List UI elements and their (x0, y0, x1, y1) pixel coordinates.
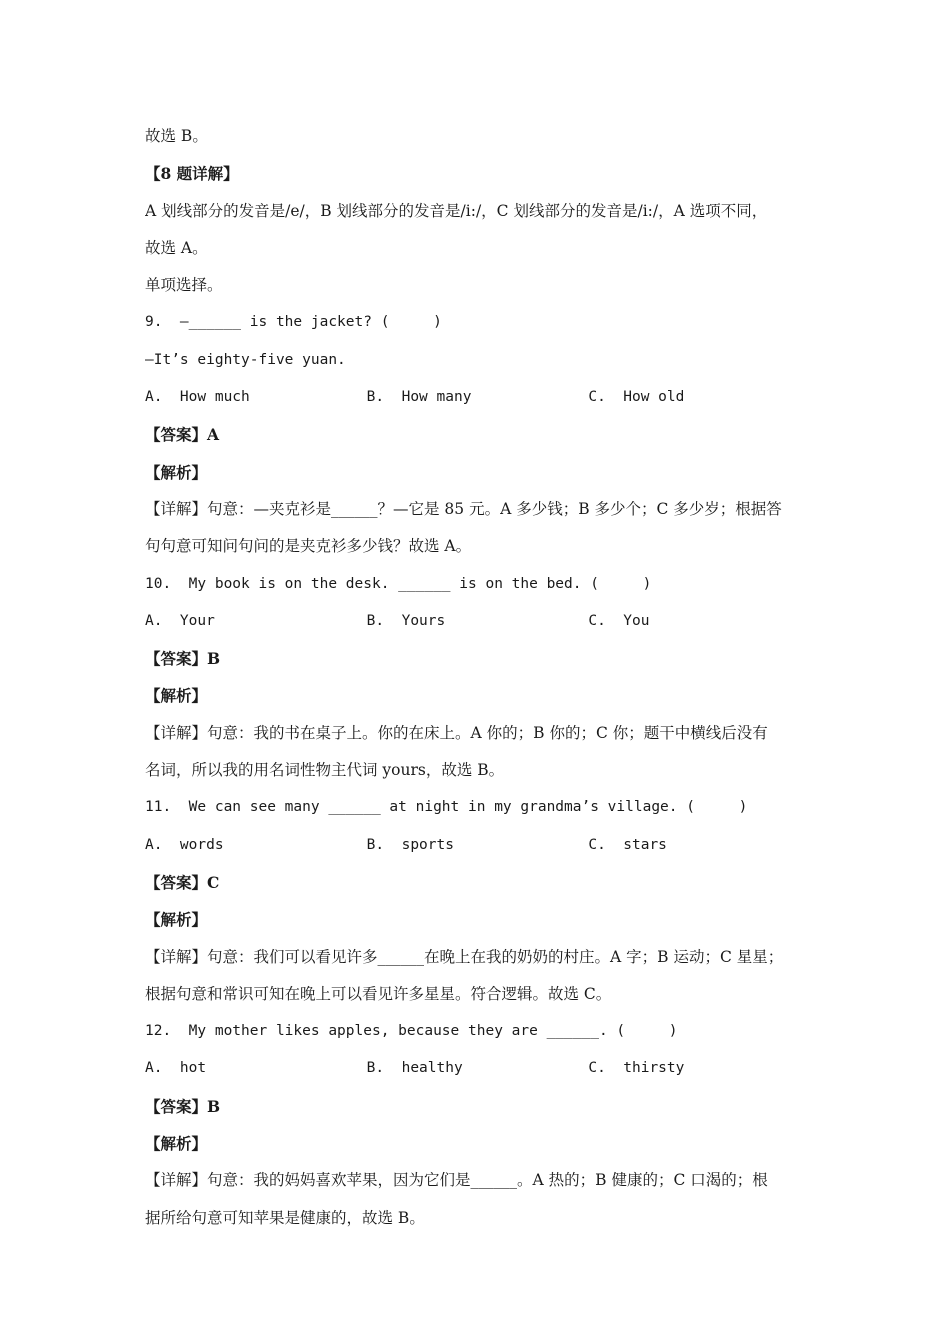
question-11-options (145, 827, 810, 864)
analysis-label: 【解析】 (145, 910, 208, 930)
option-a: A. hot (145, 1060, 207, 1077)
option-a: A. How much (145, 389, 250, 406)
option-b: B. Yours (366, 612, 446, 629)
text-line: A 划线部分的发音是/e/，B 划线部分的发音是/i:/，C 划线部分的发音是/i:/，A 选项不同， (145, 201, 768, 220)
option-a: A. words (145, 836, 224, 853)
question-9-reply: —It’s eighty-five yuan. (145, 351, 346, 368)
explanation-line: 【详解】句意：我的书在桌子上。你的在床上。A 你的；B 你的；C 你；题干中横线后没有 (145, 723, 768, 742)
option-a: A. Your (145, 612, 215, 629)
option-c: C. stars (588, 836, 667, 853)
analysis-label: 【解析】 (145, 1134, 208, 1154)
option-b: B. How many (366, 389, 472, 406)
question-12: 12. My mother likes apples, because they are ______. ( ) (145, 1023, 678, 1040)
option-b: B. healthy (366, 1060, 463, 1077)
explanation-line: 名词，所以我的用名词性物主代词 yours，故选 B。 (145, 761, 505, 780)
question-11: 11. We can see many ______ at night in my grandma’s village. ( ) (145, 799, 748, 816)
explanation-line: 句句意可知问句问的是夹克衫多少钱？故选 A。 (145, 537, 472, 556)
question-10-options (145, 603, 810, 640)
explanation-line: 根据句意和常识可知在晚上可以看见许多星星。符合逻辑。故选 C。 (145, 984, 612, 1003)
explanation-line: 【详解】句意：—夹克衫是______？—它是 85 元。A 多少钱；B 多少个；C 多少岁；根据答 (145, 499, 782, 518)
analysis-label: 【解析】 (145, 686, 208, 706)
answer-label: 【答案】A (145, 425, 220, 445)
text-line: 故选 A。 (145, 238, 208, 257)
question-12-options (145, 1050, 810, 1087)
answer-label: 【答案】B (145, 1096, 221, 1116)
option-c: C. You (588, 612, 650, 629)
text-line: 故选 B。 (145, 127, 208, 145)
explanation-line: 【详解】句意：我的妈妈喜欢苹果，因为它们是______。A 热的；B 健康的；C 口渴的；根 (145, 1171, 768, 1190)
analysis-label: 【解析】 (145, 462, 208, 482)
option-c: C. How old (588, 389, 685, 406)
explanation-line: 【详解】句意：我们可以看见许多______在晚上在我的奶奶的村庄。A 字；B 运动；C 星星； (145, 947, 784, 966)
question-9: 9. —______ is the jacket? ( ) (145, 314, 442, 331)
section-title: 单项选择。 (145, 276, 223, 295)
answer-label: 【答案】B (145, 649, 221, 669)
section-heading: 【8 题详解】 (145, 164, 239, 184)
option-b: B. sports (366, 836, 454, 853)
document-page (145, 118, 810, 1237)
question-9-options (145, 379, 810, 416)
question-10: 10. My book is on the desk. ______ is on the bed. ( ) (145, 575, 652, 592)
answer-label: 【答案】C (145, 872, 220, 892)
explanation-line: 据所给句意可知苹果是健康的，故选 B。 (145, 1208, 425, 1227)
option-c: C. thirsty (588, 1060, 685, 1077)
